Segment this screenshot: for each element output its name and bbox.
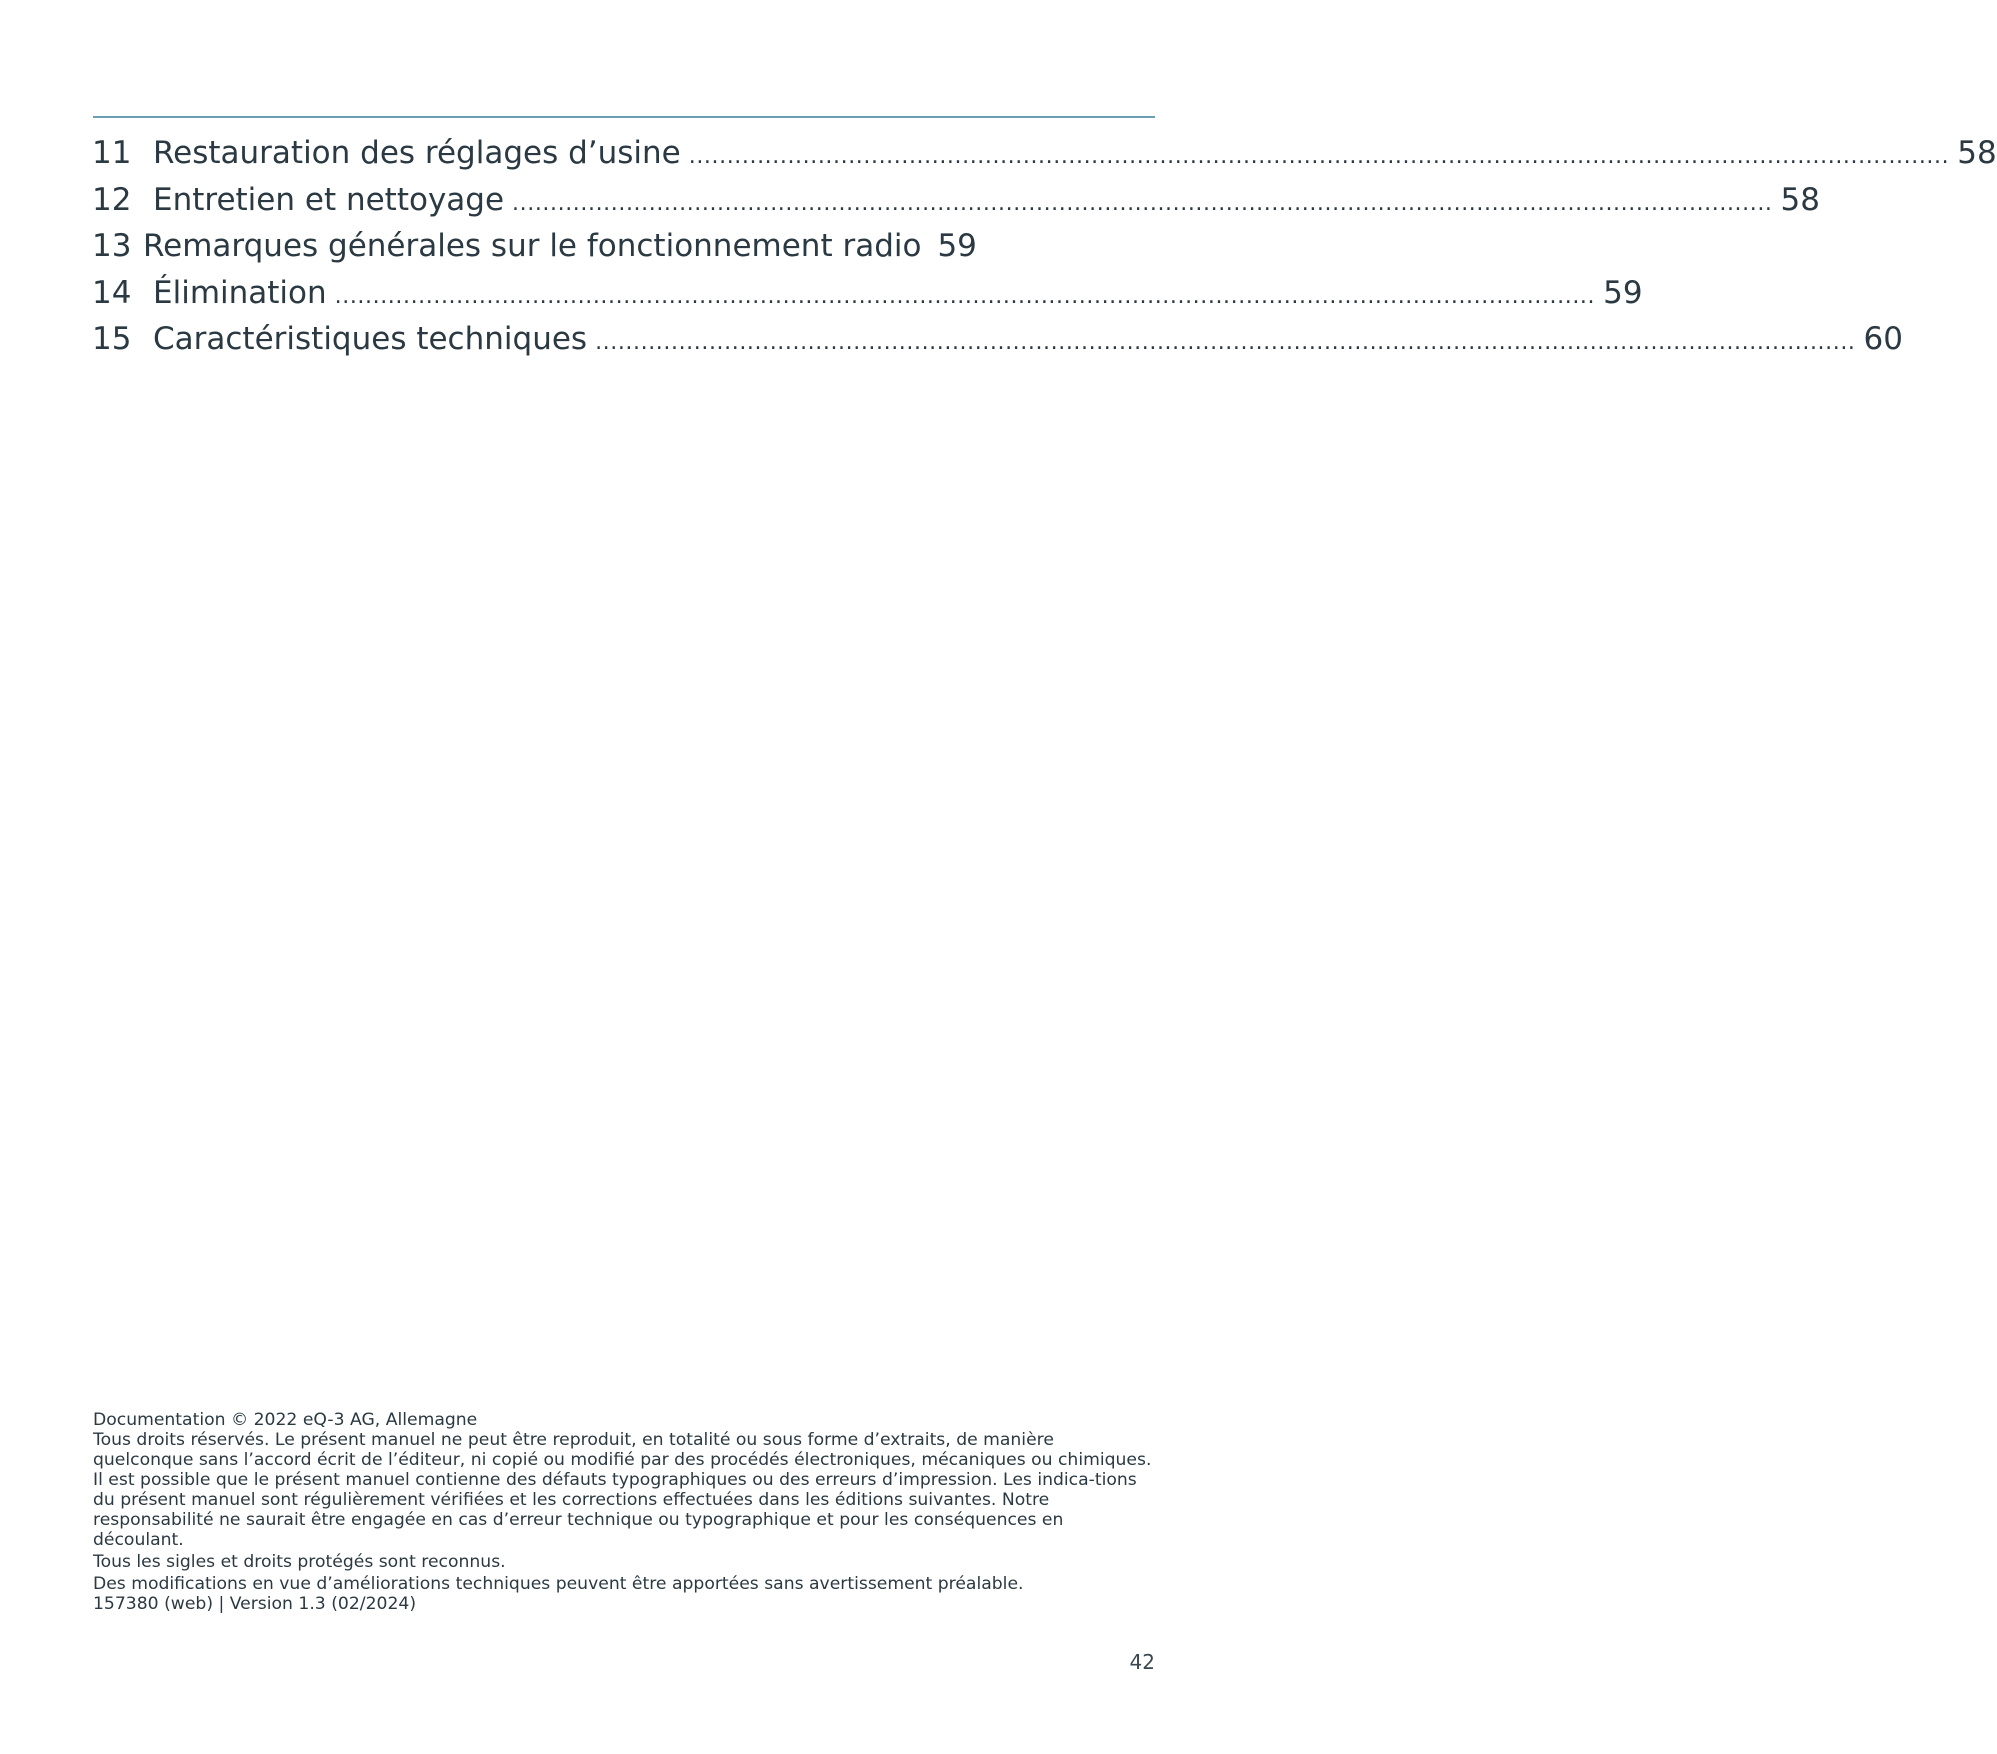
toc-dot-leader: ......................................................................................................................................................................: [595, 330, 1856, 355]
toc-entry-15[interactable]: [92, 316, 1903, 363]
toc-entry-page: 59: [937, 228, 977, 264]
toc-entry-title: Restauration des réglages d’usine: [153, 135, 681, 171]
version-line: 157380 (web) | Version 1.3 (02/2024): [93, 1594, 417, 1614]
rights-paragraph: Tous droits réservés. Le présent manuel ne peut être reproduit, en totalité ou sous forme d’extraits, de manière quelconque sans l’accord écrit de l’éditeur, ni copié ou modifié par des procédés électroniques, mécaniques ou chimiques.: [93, 1430, 1152, 1470]
toc-entry-12[interactable]: [92, 177, 1820, 224]
toc-entry-number: 12: [92, 181, 132, 218]
toc-entry-13[interactable]: [92, 223, 1156, 270]
toc-entry-14[interactable]: [92, 270, 1643, 317]
toc-entry-11[interactable]: [92, 130, 1997, 177]
header-rule: [93, 116, 1155, 118]
toc-entry-page: 60: [1863, 321, 1903, 357]
toc-entry-number: 13: [92, 228, 132, 264]
toc-entry-title: Entretien et nettoyage: [153, 181, 505, 218]
toc-entry-title: Élimination: [153, 274, 327, 311]
toc-entry-number: 11: [92, 135, 132, 171]
copyright-line: Documentation © 2022 eQ-3 AG, Allemagne: [93, 1410, 478, 1430]
trademarks-line: Tous les sigles et droits protégés sont reconnus.: [93, 1552, 506, 1572]
toc-entry-page: 58: [1780, 181, 1820, 218]
toc-entry-title: Remarques générales sur le fonctionnement radio: [143, 228, 922, 264]
page-number: 42: [1129, 1650, 1155, 1674]
modifications-line: Des modifications en vue d’améliorations techniques peuvent être apportées sans avertissement préalable.: [93, 1574, 1024, 1594]
toc-entry-title: Caractéristiques techniques: [153, 321, 588, 357]
legal-footer: [93, 1410, 1159, 1614]
toc-entry-number: 14: [92, 274, 132, 311]
toc-dot-leader: ......................................................................................................................................................................: [688, 144, 1950, 169]
toc-dot-leader: ......................................................................................................................................................................: [512, 190, 1773, 216]
errors-paragraph: Il est possible que le présent manuel contienne des défauts typographiques ou des erreurs d’impression. Les indica-tions du présent manuel sont régulièrement vérifiées et les corrections effectuées dans les éditions suivantes. Notre responsabilité ne saurait être engagée en cas d’erreur technique ou typographique et pour les conséquences en découlant.: [93, 1470, 1137, 1550]
table-of-contents: [92, 130, 1997, 363]
toc-entry-number: 15: [92, 321, 132, 357]
toc-entry-page: 59: [1603, 274, 1643, 311]
toc-dot-leader: ......................................................................................................................................................................: [334, 283, 1596, 309]
toc-entry-page: 58: [1957, 135, 1997, 171]
